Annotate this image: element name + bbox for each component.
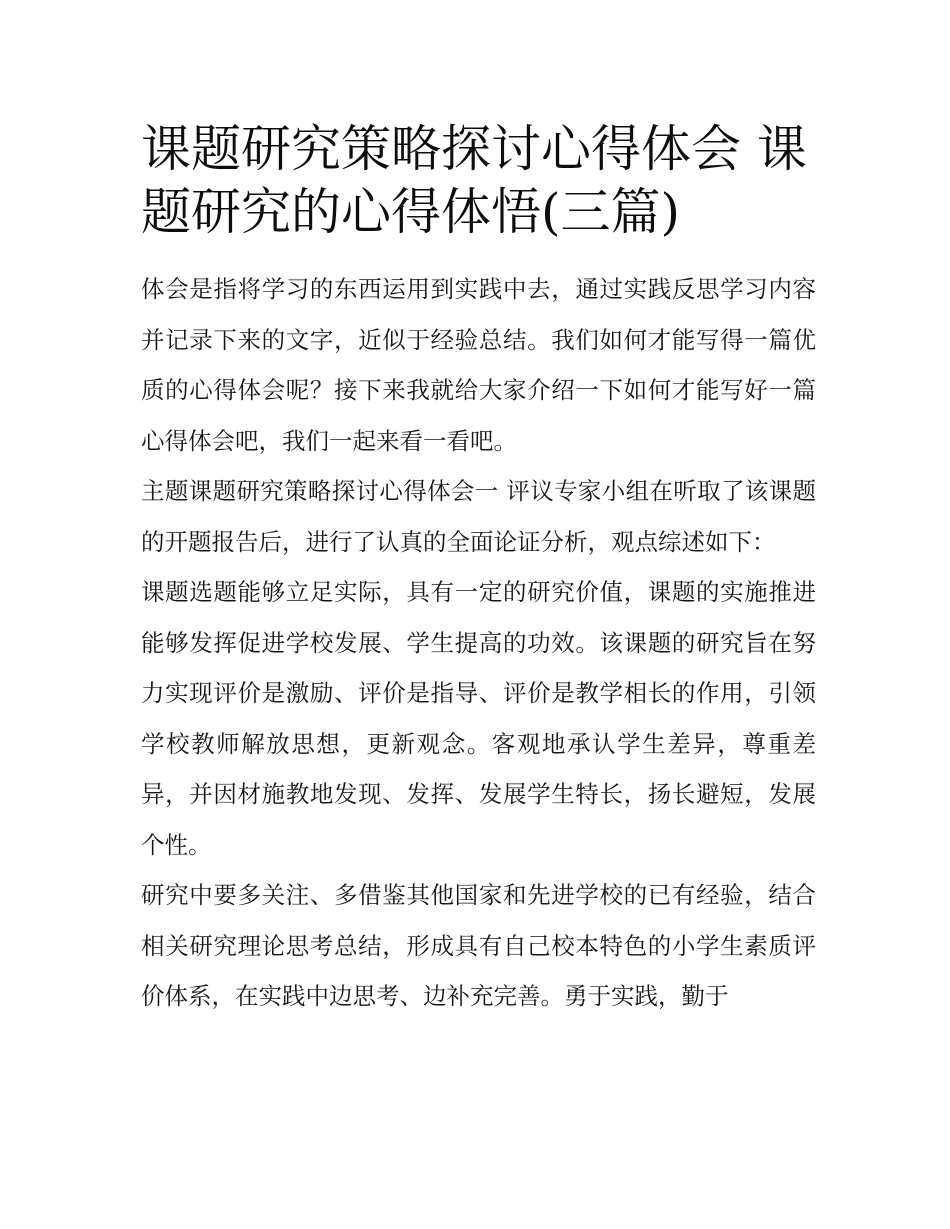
paragraph-evaluation: 课题选题能够立足实际，具有一定的研究价值，课题的实施推进能够发挥促进学校发展、学生提高的功效。该课题的研究旨在努力实现评价是激励、评价是指导、评价是教学相长的作用，引领学校教师解放思想，更新观念。客观地承认学生差异，尊重差异，并因材施教地发现、发挥、发展学生特长，扬长避短，发展个性。 [141,578,816,859]
document-body [141,118,816,1022]
paragraph-topic-one: 主题课题研究策略探讨心得体会一 评议专家小组在听取了该课题的开题报告后，进行了认真的全面论证分析，观点综述如下： [141,477,816,556]
document-title: 课题研究策略探讨心得体会 课题研究的心得体悟(三篇) [141,120,807,241]
paragraph-research-advice: 研究中要多关注、多借鉴其他国家和先进学校的已有经验，结合相关研究理论思考总结，形成具有自己校本特色的小学生素质评价体系，在实践中边思考、边补充完善。勇于实践，勤于 [141,881,816,1010]
paragraph-intro: 体会是指将学习的东西运用到实践中去，通过实践反思学习内容并记录下来的文字，近似于经验总结。我们如何才能写得一篇优质的心得体会呢？接下来我就给大家介绍一下如何才能写好一篇心得体会吧，我们一起来看一看吧。 [141,275,816,455]
